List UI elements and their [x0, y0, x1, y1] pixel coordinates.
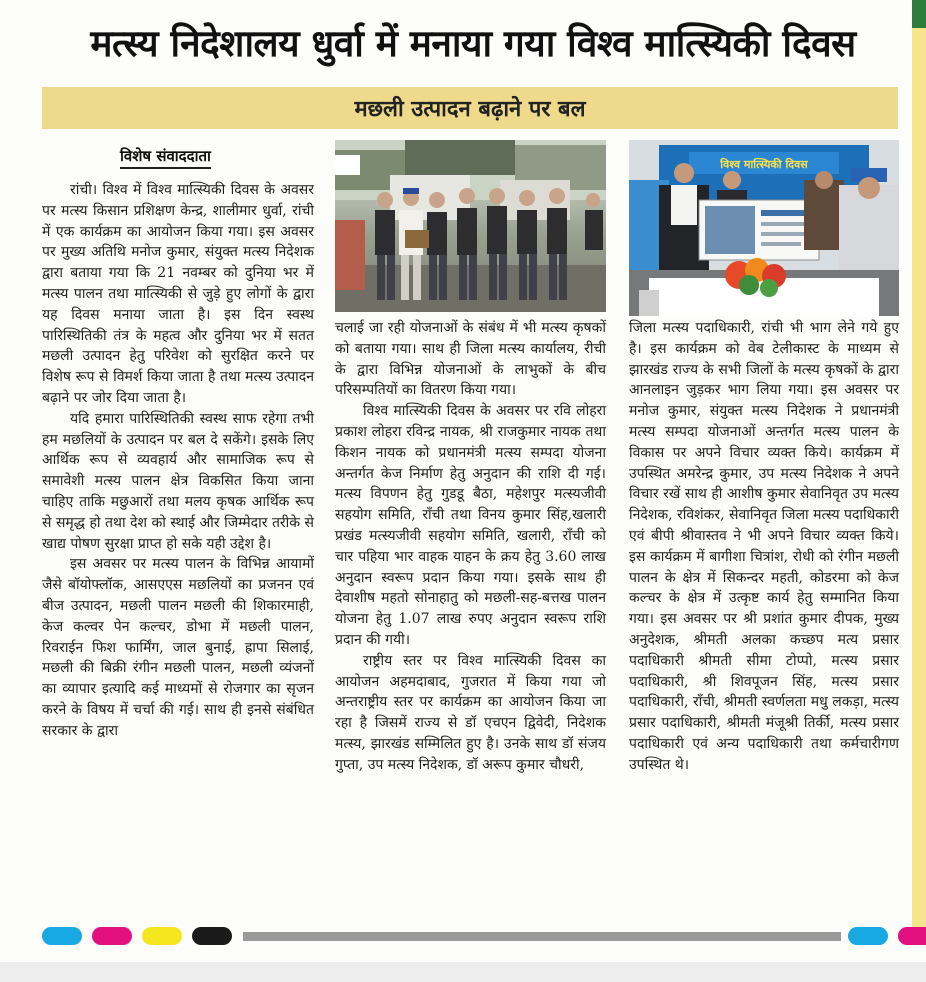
photo-award-ceremony-image	[629, 140, 899, 316]
right-margin-strip-top	[912, 0, 926, 28]
byline: विशेष संवाददाता	[120, 146, 211, 169]
right-margin-strip	[912, 0, 926, 930]
paragraph: यदि हमारा पारिस्थितिकी स्वस्थ साफ रहेगा तभी हम मछलियों के उत्पादन पर बल दे सकेंगे। इसके लिए आर्थिक रूप से व्यवहार्य और सामाजिक रूप से समावेशी मत्स्य पालन क्षेत्र विकसित किया जाना चाहिए ताकि मछुआरों तथा मलय कृषक आर्थिक रूप से समृद्ध हो तथा देश को स्थाई और जिम्मेदार तरीके से खाद्य पोषण सुरक्षा प्राप्त हो सके यही उद्देश है।	[42, 410, 314, 552]
article-column-3	[629, 318, 899, 776]
paragraph: चलाई जा रही योजनाओं के संबंध में भी मत्स्य कृषकों को बताया गया। साथ ही जिला मत्स्य कार्यालय, रीची के द्वारा विभिन्न योजनाओं के लाभुकों के बीच परिसम्पतियों का वितरण किया गया।	[335, 320, 606, 399]
photo-award-ceremony	[629, 140, 899, 316]
paragraph: रांची। विश्व में विश्व मात्स्यिकी दिवस के अवसर पर मत्स्य किसान प्रशिक्षण केन्द्र, शालीमार धुर्वा, रांची में एक कार्यक्रम का आयोजन किया गया। इस अवसर पर मुख्य अतिथि मनोज कुमार, संयुक्त मत्स्य निदेशक द्वारा बताया गया कि 21 नवम्बर को दुनिया भर में मत्स्य पालन तथा मात्स्यिकी से जुड़े हुए लोगों के द्वारा यह दिवस मनाया जाता है। इस दिन स्वस्थ पारिस्थितिकी तंत्र के महत्व और दुनिया भर में सतत मछली उत्पादन हेतु परिवेश को सुरक्षित करने पर विशेष रूप से विमर्श किया जाता है तथा मत्स्य उत्पादन बढ़ाने पर जोर दिया जाता है।	[42, 182, 314, 406]
photo-group-outdoors	[335, 140, 606, 312]
registration-gray-rule	[243, 932, 841, 941]
registration-dot-magenta-right	[898, 927, 926, 945]
paragraph: विश्व मात्स्यिकी दिवस के अवसर पर रवि लोहरा प्रकाश लोहरा रविन्द्र नायक, श्री राजकुमार नायक तथा किशन नायक को प्रधानमंत्री मत्स्य सम्पदा योजना अन्तर्गत केज निर्माण हेतु अनुदान की राशि दी गई। मत्स्य विपणन हेतु गुडडू बैठा, महेशपुर मत्स्यजीवी सहयोग समिति, राँची तथा विनय कुमार सिंह,खलारी प्रखंड मत्स्यजीवी सहयोग समिति, खलारी, राँची को चार पहिया भार वाहक याहन के क्रय हेतु 3.60 लाख अनुदान स्वरूप प्रदान किया गया। इसके साथ ही देवाशीष महतो सोनाहातु को मछली-सह-बत्तख पालन योजना हेतु 1.07 लाख रुपए अनुदान स्वरूप राशि प्रदान की गयी।	[335, 403, 606, 648]
registration-dot-cyan	[42, 927, 82, 945]
headline: मत्स्य निदेशालय धुर्वा में मनाया गया विश्व मात्स्यिकी दिवस	[90, 22, 856, 65]
page-footer-strip	[0, 962, 926, 982]
paragraph: इस अवसर पर मत्स्य पालन के विभिन्न आयामों जैसे बॉयोफ्लॉक, आसएएस मछलियों का प्रजनन एवं बीज उत्पादन, मछली पालन मछली की शिकारमाही, केज कल्वर पेन कल्चर, डोभा में मछली पालन, रिवराईन फिश फार्मिंग, जाल बुनाई, ह्रापा सिलाई, मछली की बिक्री रंगीन मछली पालन, मछली व्यंजनों का व्यापार इत्यादि कई माध्यमों से रोजगार का सृजन करने के विषय में चर्चा की गई। साथ ही इनसे संबंधित सरकार के द्वारा	[42, 556, 314, 739]
registration-dot-cyan-right	[848, 927, 888, 945]
subheadline: मछली उत्पादन बढ़ाने पर बल	[354, 97, 586, 122]
subheadline-band	[42, 87, 898, 129]
photo-group-outdoors-image	[335, 140, 606, 312]
article-column-2	[335, 318, 606, 776]
registration-dot-yellow	[142, 927, 182, 945]
registration-dot-black	[192, 927, 232, 945]
photo-banner-text: विश्व मात्स्यिकी दिवस	[720, 158, 808, 171]
article-column-1	[42, 180, 314, 742]
paragraph: राष्ट्रीय स्तर पर विश्व मात्स्यिकी दिवस का आयोजन अहमदाबाद, गुजरात में किया गया जो अन्तराष्ट्रीय स्तर पर कार्यक्रम का आयोजन किया जा रहा है जिसमें राज्य से डॉ एचएन द्विवेदी, निदेशक मत्स्य, झारखंड सम्मिलित हुए है। उनके साथ डॉ संजय गुप्ता, उप मत्स्य निदेशक, डॉ अरूप कुमार चौधरी,	[335, 652, 606, 773]
registration-dot-magenta	[92, 927, 132, 945]
paragraph: जिला मत्स्य पदाधिकारी, रांची भी भाग लेने गये हुए है। इस कार्यक्रम को वेब टेलीकास्ट के माध्यम से झारखंड राज्य के सभी जिलों के मत्स्य कृषकों के द्वारा आनलाइन जुड़कर भाग लिया गया। इस अवसर पर मनोज कुमार, संयुक्त मत्स्य निदेशक ने प्रधानमंत्री मत्स्य सम्पदा योजनाओं अन्तर्गत मत्स्य पालन के विकास पर अपने विचार व्यक्त किये। कार्यक्रम में उपस्थित अमरेन्द्र कुमार, उप मत्स्य निदेशक ने अपने विचार रखें साथ ही आशीष कुमार सेवानिवृत उप मत्स्य निदेशक, रविशंकर, सेवानिवृत जिला मत्स्य पदाधिकारी एवं बीपी श्रीवास्तव ने भी अपने विचार व्यक्त किये। इस कार्यक्रम में बागीशा चित्रांश, रोधी को रंगीन मछली पालन के क्षेत्र में सिकन्दर महती, कोडरमा को केज कल्चर के क्षेत्र में उत्कृष्ट कार्य हेतु सम्मानित किया गया। इस अवसर पर श्री प्रशांत कुमार दीपक, मुख्य अनुदेशक, श्रीमती अलका कच्छप मत्य प्रसार पदाधिकारी श्रीमती सीमा टोप्पो, मत्स्य प्रसार पदाधिकारी, श्री शिवपूजन सिंह, मत्स्य प्रसार पदाधिकारी, राँची, श्रीमती स्वर्णलता मधु लकड़ा, मत्स्य प्रसार पदाधिकारी, श्रीमती मंजूश्री तिर्की, मत्स्य प्रसार पदाधिकारी एवं अन्य पदाधिकारी तथा कर्मचारीगण उपस्थित थे।	[629, 320, 899, 773]
